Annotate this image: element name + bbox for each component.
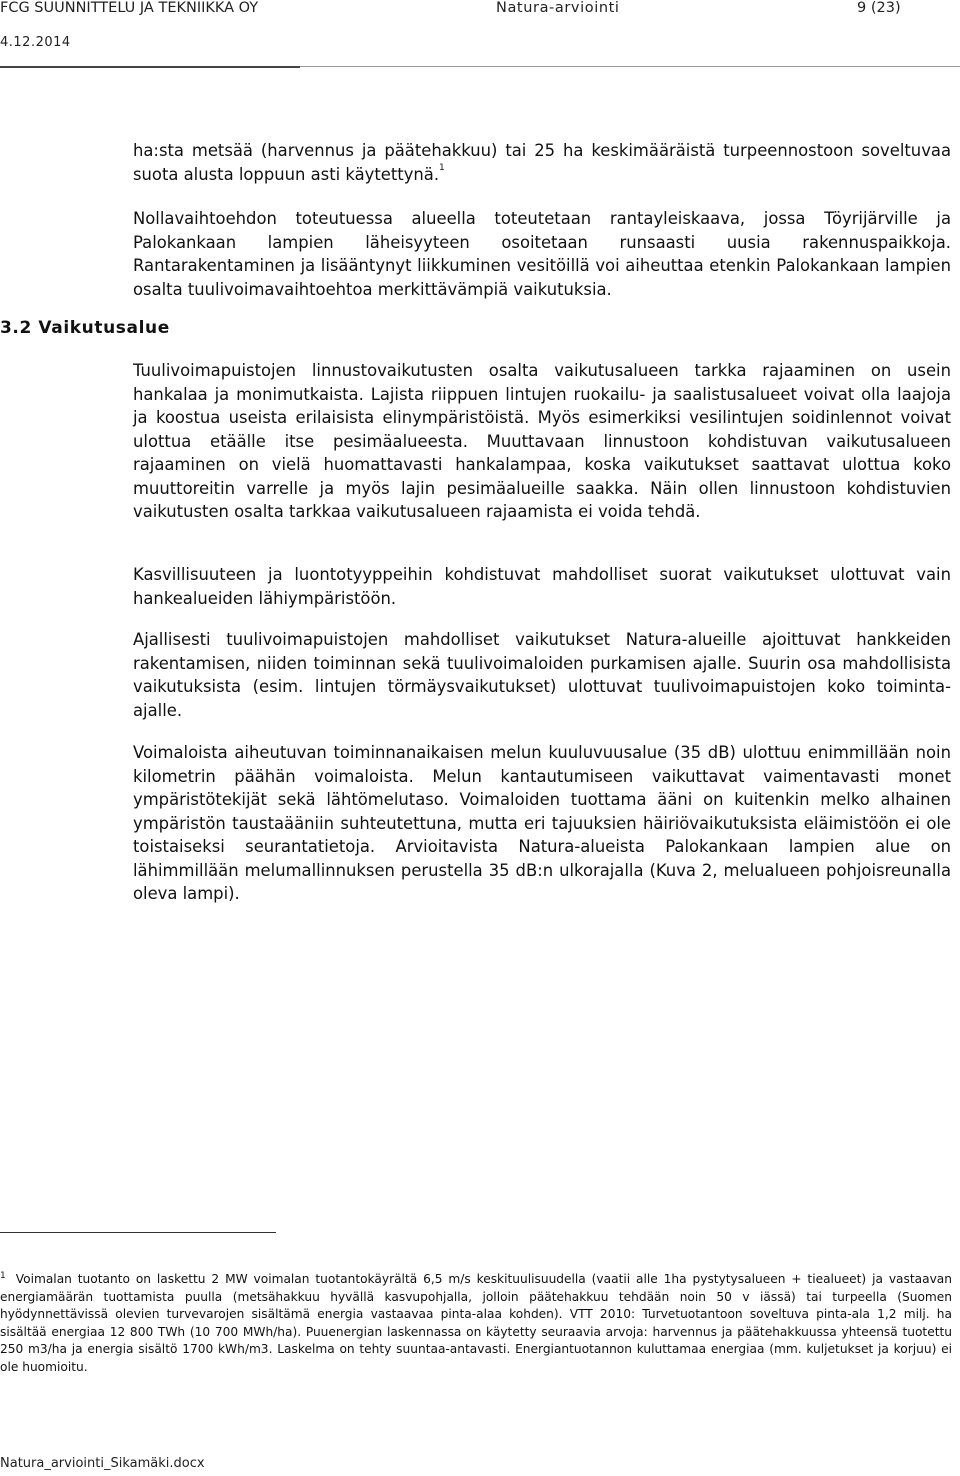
header-company: FCG SUUNNITTELU JA TEKNIIKKA OY: [0, 0, 259, 16]
footer-filename: Natura_arviointi_Sikamäki.docx: [0, 1456, 205, 1471]
header-date: 4.12.2014: [0, 35, 71, 50]
footnote-reference[interactable]: 1: [439, 162, 445, 173]
paragraph-vegetation-impact: Kasvillisuuteen ja luontotyyppeihin kohdistuvat mahdolliset suorat vaikutukset ulottuvat vain hankealueiden lähiympäristöön.: [133, 565, 951, 608]
paragraph-continuation: [133, 139, 951, 186]
paragraph-zero-option: Nollavaihtoehdon toteutuessa alueella toteutetaan rantayleiskaava, jossa Töyrijärville ja Palokankaan lampien läheisyyteen osoitetaan runsaasti uusia rakennuspaikkoja. Rantarakentaminen ja lisääntynyt liikkuminen vesitöillä voi aiheuttaa etenkin Palokankaan lampien osalta tuulivoimavaihtoehtoa merkittävämpiä vaikutuksia.: [133, 209, 951, 299]
paragraph-bird-impact: Tuulivoimapuistojen linnustovaikutusten osalta vaikutusalueen tarkka rajaaminen on usein hankalaa ja monimutkaista. Lajista riippuen lintujen ruokailu- ja saalistusalueet voivat olla laajoja ja koostua useista erilaisista elinympäristöistä. Myös esimerkiksi vesilintujen soidinlennot voivat ulottua etäälle itse pesimäalueesta. Muuttavaan linnustoon kohdistuvan vaikutusalueen rajaaminen on vielä huomattavasti hankalampaa, koska vaikutukset saattavat ulottua koko muuttoreitin varrelle ja myös lajin pesimäalueille saakka. Näin ollen linnustoon kohdistuvien vaikutusten osalta tarkkaa vaikutusalueen rajaamista ei voida tehdä.: [133, 361, 951, 521]
paragraph-temporal-impact: Ajallisesti tuulivoimapuistojen mahdolliset vaikutukset Natura-alueille ajoittuvat hankkeiden rakentamisen, niiden toiminnan sekä tuulivoimaloiden purkamisen ajalle. Suurin osa mahdollisista vaikutuksista (esim. lintujen törmäysvaikutukset) ulottuvat tuulivoimapuistojen koko toiminta-ajalle.: [133, 630, 951, 720]
section-heading: 3.2 Vaikutusalue: [0, 318, 170, 338]
header-document-title: Natura-arviointi: [496, 0, 620, 16]
footnote-text: Voimalan tuotanto on laskettu 2 MW voimalan tuotantokäyrältä 6,5 m/s keskituulisuudella (vaatii alle 1ha pystytysalueen + tiealueet) ja vastaavan energiamäärän tuottamista puulla (metsähakkuu hyvällä kasvupohjalla, jolloin päätehakkuu tehdään noin 50 v iässä) tai turpeella (Suomen hyödynnettävissä olevien turvevarojen sisältämä energia vastaavaa pinta-alaa kohden). VTT 2010: Turvetuotantoon soveltuva pinta-ala 1,2 milj. ha sisältää energiaa 12 800 TWh (10 700 MWh/ha). Puuenergian laskennassa on käytetty seuraavia arvoja: harvennus ja päätehakkuussa yhteensä tuotettu 250 m3/ha ja energia sisältö 1700 kWh/m3. Laskelma on tehty suuntaa-antavasti. Energiantuotannon kuluttamaa energiaa (mm. kuljetukset ja korjuu) ei ole huomioitu.: [0, 1272, 952, 1374]
header-page-number: 9 (23): [857, 0, 901, 16]
header-divider: [0, 66, 960, 67]
paragraph-text: ha:sta metsää (harvennus ja päätehakkuu) tai 25 ha keskimääräistä turpeennostoon soveltuvaa suota alusta loppuun asti käytettynä.: [133, 141, 951, 184]
footnote-mark: 1: [0, 1271, 6, 1281]
paragraph-noise-impact: Voimaloista aiheutuvan toiminnanaikaisen melun kuuluvuusalue (35 dB) ulottuu enimmillään noin kilometrin päähän voimaloista. Melun kantautumiseen vaikuttavat vaimentavasti monet ympäristötekijät sekä lähtömelutaso. Voimaloiden tuottama ääni on kuitenkin melko alhainen ympäristön taustaääniin suhteutettuna, mutta eri tajuuksien häiriövaikutuksista eläimistöön ei ole toistaiseksi seurantatietoja. Arvioitavista Natura-alueista Palokankaan lampien alue on lähimmillään melumallinnuksen perustella 35 dB:n ulkorajalla (Kuva 2, melualueen pohjoisreunalla oleva lampi).: [133, 743, 951, 903]
footnote-divider: [0, 1232, 276, 1233]
footnote: [0, 1271, 952, 1376]
